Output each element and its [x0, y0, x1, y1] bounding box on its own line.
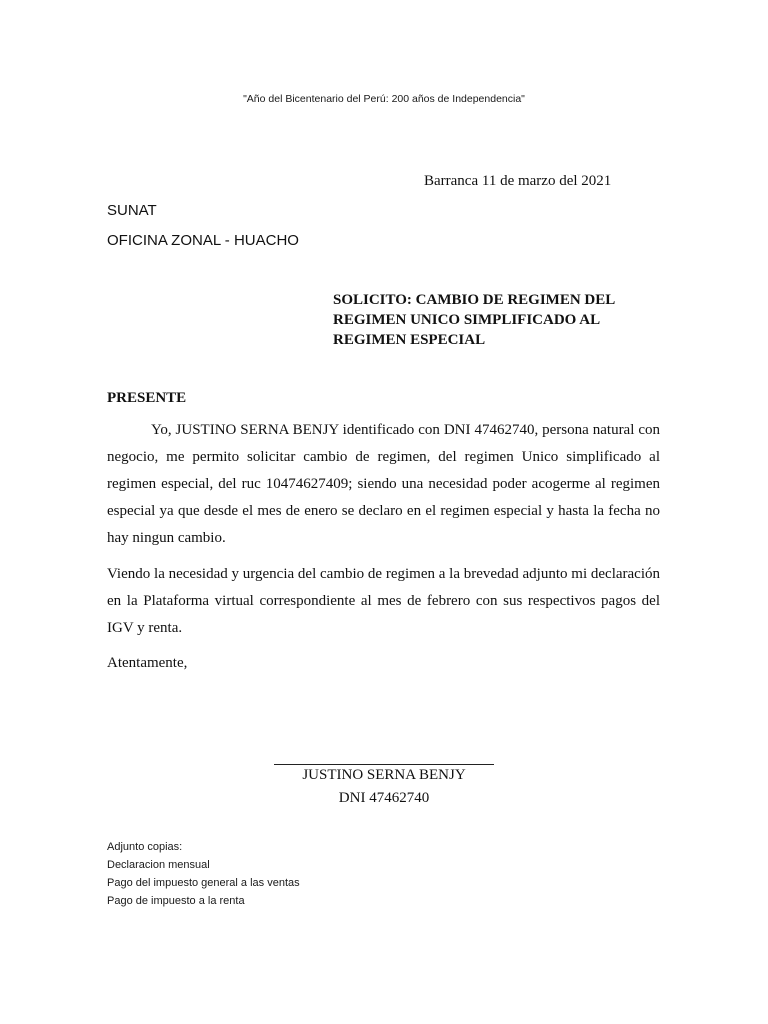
subject-line-2: REGIMEN UNICO SIMPLIFICADO AL	[333, 312, 601, 328]
subject-line-1: SOLICITO: CAMBIO DE REGIMEN DEL	[333, 292, 616, 308]
attachments-heading: Adjunto copias:	[107, 841, 183, 853]
recipient-office: OFICINA ZONAL - HUACHO	[107, 232, 299, 249]
closing: Atentamente,	[107, 655, 188, 671]
signature-dni: DNI 47462740	[338, 790, 430, 806]
attachments-block	[107, 838, 300, 910]
body-paragraph-1: Yo, JUSTINO SERNA BENJY identificado con DNI 47462740, persona natural con negocio, me permito solicitar cambio de regimen, del regimen Unico simplificado al regimen especial, del ruc 10474627409; siendo una necesidad poder acogerme al regimen especial ya que desde el mes de enero se declaro en el regimen especial y hasta la fecha no hay ningun cambio.	[107, 422, 660, 546]
subject-block	[333, 290, 653, 350]
subject-line-3: REGIMEN ESPECIAL	[333, 332, 486, 348]
signature-name: JUSTINO SERNA BENJY	[302, 767, 466, 783]
recipient-entity: SUNAT	[107, 202, 157, 219]
attachment-item: Pago del impuesto general a las ventas	[107, 877, 300, 889]
attachment-item: Declaracion mensual	[107, 859, 210, 871]
attachment-item: Pago de impuesto a la renta	[107, 895, 245, 907]
body-paragraph-2: Viendo la necesidad y urgencia del cambio de regimen a la brevedad adjunto mi declaración en la Plataforma virtual correspondiente al mes de febrero con sus respectivos pagos del IGV y renta.	[107, 566, 660, 636]
place-date: Barranca 11 de marzo del 2021	[424, 173, 612, 189]
motto-header: "Año del Bicentenario del Perú: 200 años de Independencia"	[243, 93, 525, 105]
signature-line	[274, 764, 494, 765]
greeting: PRESENTE	[107, 390, 187, 406]
